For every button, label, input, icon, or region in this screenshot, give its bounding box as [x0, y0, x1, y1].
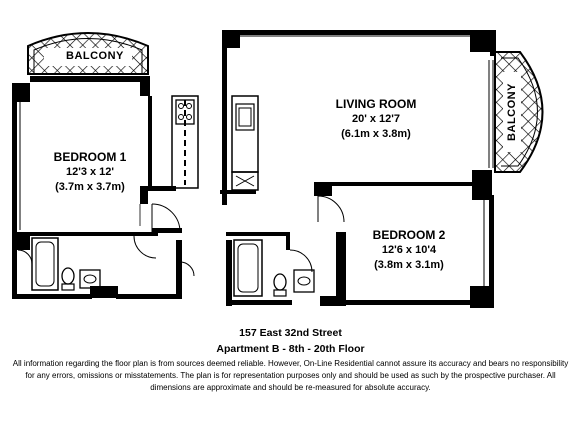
room-label-bedroom-2	[354, 228, 464, 273]
room-name: LIVING ROOM	[335, 97, 417, 111]
kitchen	[172, 96, 258, 190]
room-name: BEDROOM 2	[372, 228, 446, 242]
balcony-right	[495, 52, 543, 172]
room-dim-m: (6.1m x 3.8m)	[341, 128, 411, 140]
room-label-living	[306, 97, 446, 142]
balcony-top-label: BALCONY	[66, 50, 124, 62]
room-dim-ft: 12'6 x 10'4	[381, 244, 437, 256]
bathroom-1	[32, 238, 100, 290]
room-dim-m: (3.7m x 3.7m)	[55, 181, 125, 193]
room-dim-ft: 12'3 x 12'	[65, 166, 115, 178]
bathroom-2	[234, 240, 314, 296]
balcony-right-label: BALCONY	[506, 83, 518, 141]
disclaimer-text: All information regarding the floor plan is from sources deemed reliable. However, On-Line Residential cannot assure its accuracy and bears no responsibility for any errors, omissions or misstatements. The plan is for representation purposes only and should be used as such by the prospective purchaser. All dimensions are approximate and should be re-measured for absolute accuracy.	[12, 359, 569, 392]
room-dim-ft: 20' x 12'7	[351, 113, 401, 125]
apartment-subtitle: Apartment B - 8th - 20th Floor	[216, 343, 365, 355]
room-name: BEDROOM 1	[53, 150, 127, 164]
room-label-bedroom-1	[35, 150, 145, 195]
room-dim-m: (3.8m x 3.1m)	[374, 259, 444, 271]
address-title: 157 East 32nd Street	[239, 327, 342, 339]
